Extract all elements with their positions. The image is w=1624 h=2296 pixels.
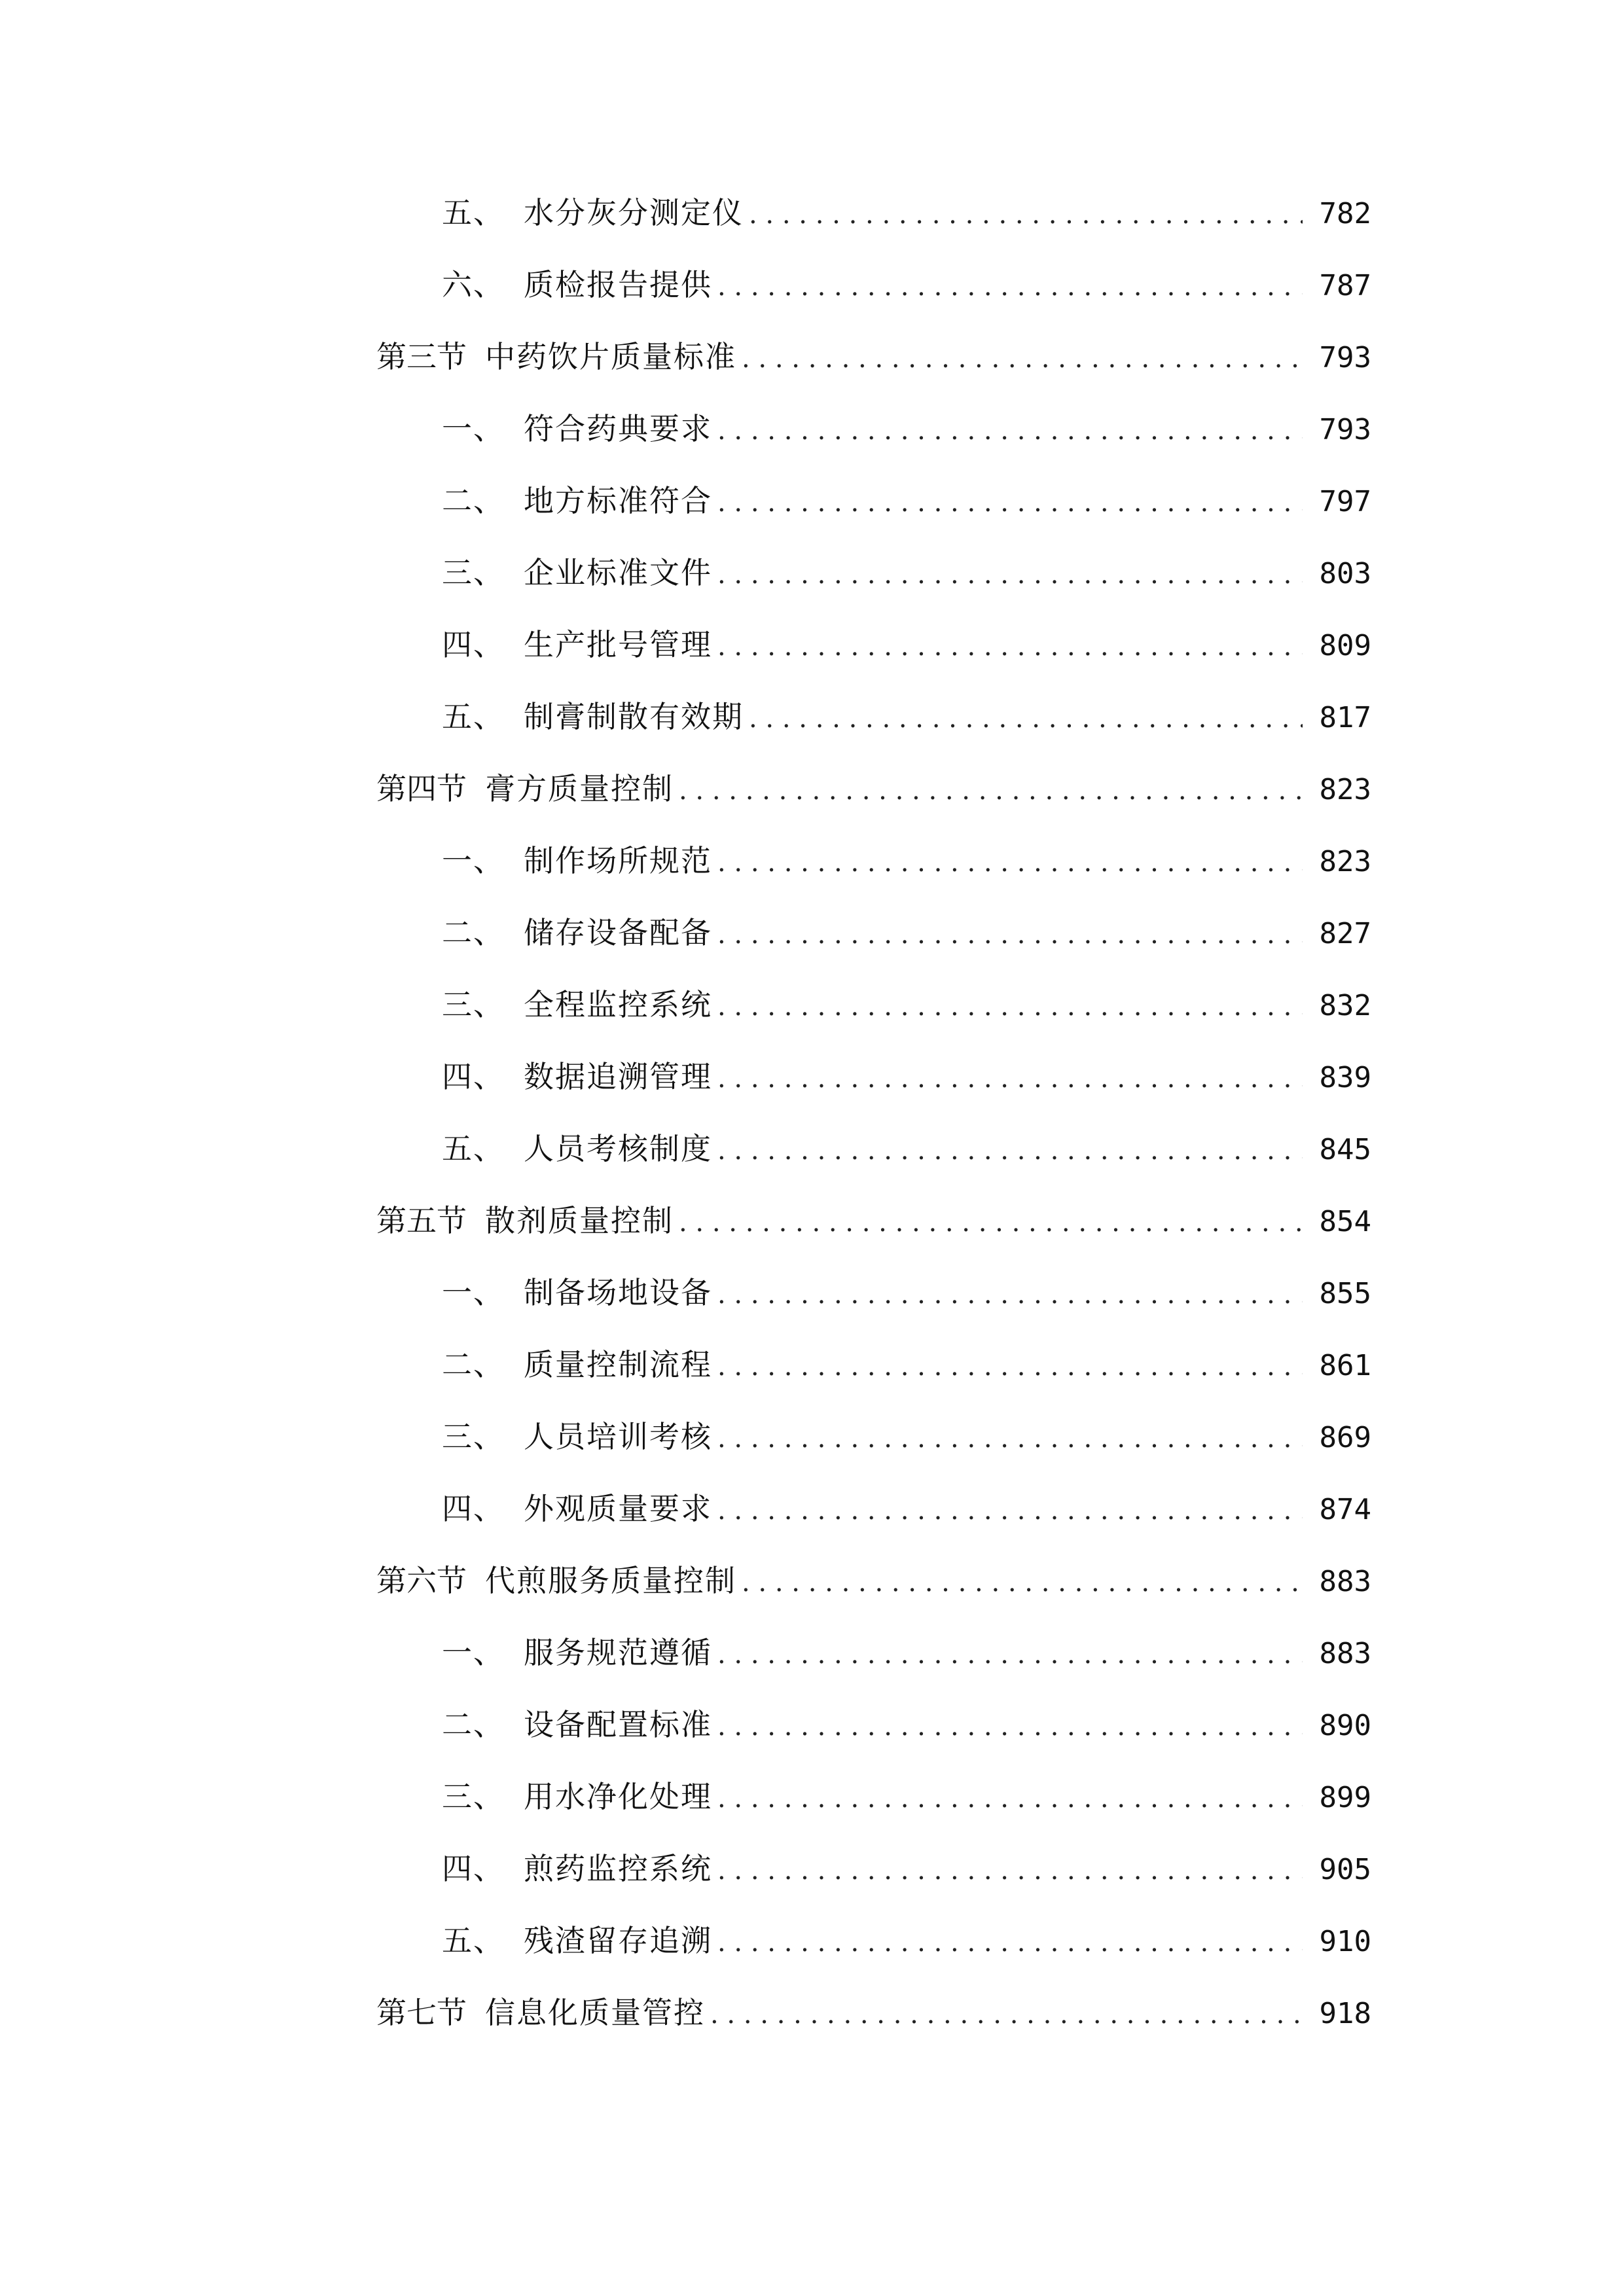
toc-entry-title: 数据追溯管理 [524, 1059, 712, 1094]
toc-subsection-entry[interactable] [376, 555, 1371, 630]
toc-entry-number: 四、 [442, 1851, 505, 1886]
toc-entry-page-number: 827 [1319, 917, 1371, 950]
dot-leader [710, 2001, 1303, 2028]
toc-section-entry[interactable] [376, 1563, 1371, 1638]
toc-entry-number: 第四节 [376, 771, 467, 806]
toc-entry-page-number: 832 [1319, 989, 1371, 1022]
toc-entry-number: 六、 [442, 267, 505, 302]
toc-entry-page-number: 869 [1319, 1421, 1371, 1454]
dot-leader [717, 1354, 1303, 1380]
dot-leader [717, 922, 1303, 948]
toc-subsection-entry[interactable] [376, 483, 1371, 558]
toc-entry-page-number: 899 [1319, 1781, 1371, 1814]
toc-entry-page-number: 797 [1319, 485, 1371, 518]
dot-leader [717, 1138, 1303, 1164]
toc-subsection-entry[interactable] [376, 699, 1371, 774]
toc-entry-number: 三、 [442, 555, 505, 590]
dot-leader [717, 490, 1303, 516]
toc-subsection-entry[interactable] [376, 411, 1371, 486]
toc-entry-number: 五、 [442, 1131, 505, 1166]
toc-entry-title: 代煎服务质量控制 [485, 1563, 736, 1598]
toc-entry-title: 残渣留存追溯 [524, 1923, 712, 1958]
toc-section-entry[interactable] [376, 1203, 1371, 1278]
toc-entry-number: 五、 [442, 195, 505, 230]
dot-leader [749, 706, 1303, 732]
toc-entry-title: 人员培训考核 [524, 1419, 712, 1454]
toc-entry-title: 符合药典要求 [524, 411, 712, 446]
toc-entry-page-number: 890 [1319, 1709, 1371, 1742]
toc-entry-number: 第三节 [376, 339, 467, 374]
toc-entry-number: 二、 [442, 1707, 505, 1742]
toc-entry-title: 企业标准文件 [524, 555, 712, 590]
toc-entry-number: 五、 [442, 699, 505, 734]
toc-entry-page-number: 823 [1319, 773, 1371, 806]
toc-subsection-entry[interactable] [376, 1491, 1371, 1566]
dot-leader [742, 346, 1303, 372]
toc-subsection-entry[interactable] [376, 1059, 1371, 1134]
toc-entry-page-number: 918 [1319, 1997, 1371, 2030]
toc-entry-title: 信息化质量管控 [485, 1995, 705, 2030]
dot-leader [717, 1929, 1303, 1956]
toc-entry-title: 服务规范遵循 [524, 1635, 712, 1670]
toc-entry-title: 全程监控系统 [524, 987, 712, 1022]
toc-entry-page-number: 910 [1319, 1925, 1371, 1958]
toc-entry-page-number: 845 [1319, 1133, 1371, 1166]
toc-entry-number: 三、 [442, 987, 505, 1022]
toc-entry-page-number: 883 [1319, 1565, 1371, 1598]
dot-leader [717, 562, 1303, 588]
toc-entry-number: 一、 [442, 843, 505, 878]
dot-leader [717, 274, 1303, 300]
toc-entry-page-number: 817 [1319, 701, 1371, 734]
toc-entry-title: 煎药监控系统 [524, 1851, 712, 1886]
toc-entry-title: 中药饮片质量标准 [485, 339, 736, 374]
toc-subsection-entry[interactable] [376, 195, 1371, 270]
toc-entry-page-number: 883 [1319, 1637, 1371, 1670]
toc-subsection-entry[interactable] [376, 1635, 1371, 1710]
dot-leader [717, 1498, 1303, 1524]
toc-entry-number: 二、 [442, 1347, 505, 1382]
toc-subsection-entry[interactable] [376, 267, 1371, 342]
toc-entry-title: 散剂质量控制 [485, 1203, 674, 1238]
toc-entry-number: 一、 [442, 1635, 505, 1670]
dot-leader [717, 1066, 1303, 1092]
toc-entry-number: 四、 [442, 1491, 505, 1526]
toc-subsection-entry[interactable] [376, 1419, 1371, 1494]
toc-subsection-entry[interactable] [376, 843, 1371, 918]
toc-entry-title: 生产批号管理 [524, 627, 712, 662]
dot-leader [679, 1210, 1303, 1236]
dot-leader [742, 1570, 1303, 1596]
toc-entry-page-number: 854 [1319, 1205, 1371, 1238]
dot-leader [717, 1713, 1303, 1740]
toc-entry-number: 第五节 [376, 1203, 467, 1238]
toc-entry-title: 膏方质量控制 [485, 771, 674, 806]
toc-subsection-entry[interactable] [376, 1779, 1371, 1854]
toc-subsection-entry[interactable] [376, 1923, 1371, 1998]
table-of-contents [376, 195, 1371, 2070]
toc-subsection-entry[interactable] [376, 1131, 1371, 1206]
dot-leader [717, 1857, 1303, 1884]
dot-leader [717, 418, 1303, 444]
toc-entry-page-number: 809 [1319, 629, 1371, 662]
toc-entry-page-number: 787 [1319, 269, 1371, 302]
toc-entry-page-number: 839 [1319, 1061, 1371, 1094]
toc-entry-title: 用水净化处理 [524, 1779, 712, 1814]
toc-subsection-entry[interactable] [376, 1275, 1371, 1350]
dot-leader [717, 994, 1303, 1020]
toc-entry-number: 四、 [442, 1059, 505, 1094]
toc-subsection-entry[interactable] [376, 1347, 1371, 1422]
toc-entry-page-number: 823 [1319, 845, 1371, 878]
toc-entry-page-number: 855 [1319, 1277, 1371, 1310]
toc-entry-title: 地方标准符合 [524, 483, 712, 518]
toc-entry-page-number: 803 [1319, 557, 1371, 590]
dot-leader [717, 1641, 1303, 1668]
toc-entry-number: 第七节 [376, 1995, 467, 2030]
dot-leader [717, 1282, 1303, 1308]
toc-subsection-entry[interactable] [376, 1707, 1371, 1782]
toc-subsection-entry[interactable] [376, 987, 1371, 1062]
toc-entry-title: 人员考核制度 [524, 1131, 712, 1166]
toc-entry-title: 制备场地设备 [524, 1275, 712, 1310]
toc-entry-number: 二、 [442, 915, 505, 950]
toc-entry-number: 一、 [442, 1275, 505, 1310]
toc-entry-title: 水分灰分测定仪 [524, 195, 744, 230]
dot-leader [717, 634, 1303, 660]
toc-entry-page-number: 793 [1319, 341, 1371, 374]
toc-entry-title: 质检报告提供 [524, 267, 712, 302]
toc-subsection-entry[interactable] [376, 627, 1371, 702]
toc-entry-title: 外观质量要求 [524, 1491, 712, 1526]
toc-entry-title: 质量控制流程 [524, 1347, 712, 1382]
toc-subsection-entry[interactable] [376, 1851, 1371, 1926]
dot-leader [749, 202, 1303, 228]
toc-entry-number: 第六节 [376, 1563, 467, 1598]
toc-section-entry[interactable] [376, 771, 1371, 846]
dot-leader [717, 850, 1303, 876]
toc-entry-page-number: 905 [1319, 1853, 1371, 1886]
toc-entry-number: 一、 [442, 411, 505, 446]
toc-section-entry[interactable] [376, 1995, 1371, 2070]
toc-subsection-entry[interactable] [376, 915, 1371, 990]
toc-entry-title: 储存设备配备 [524, 915, 712, 950]
toc-entry-page-number: 782 [1319, 197, 1371, 230]
toc-entry-page-number: 861 [1319, 1349, 1371, 1382]
toc-entry-title: 制膏制散有效期 [524, 699, 744, 734]
toc-entry-page-number: 793 [1319, 413, 1371, 446]
toc-entry-number: 三、 [442, 1779, 505, 1814]
toc-entry-title: 制作场所规范 [524, 843, 712, 878]
toc-entry-number: 五、 [442, 1923, 505, 1958]
dot-leader [717, 1785, 1303, 1812]
toc-entry-number: 二、 [442, 483, 505, 518]
toc-entry-title: 设备配置标准 [524, 1707, 712, 1742]
dot-leader [717, 1426, 1303, 1452]
toc-section-entry[interactable] [376, 339, 1371, 414]
toc-entry-number: 三、 [442, 1419, 505, 1454]
toc-entry-page-number: 874 [1319, 1493, 1371, 1526]
dot-leader [679, 778, 1303, 804]
toc-entry-number: 四、 [442, 627, 505, 662]
